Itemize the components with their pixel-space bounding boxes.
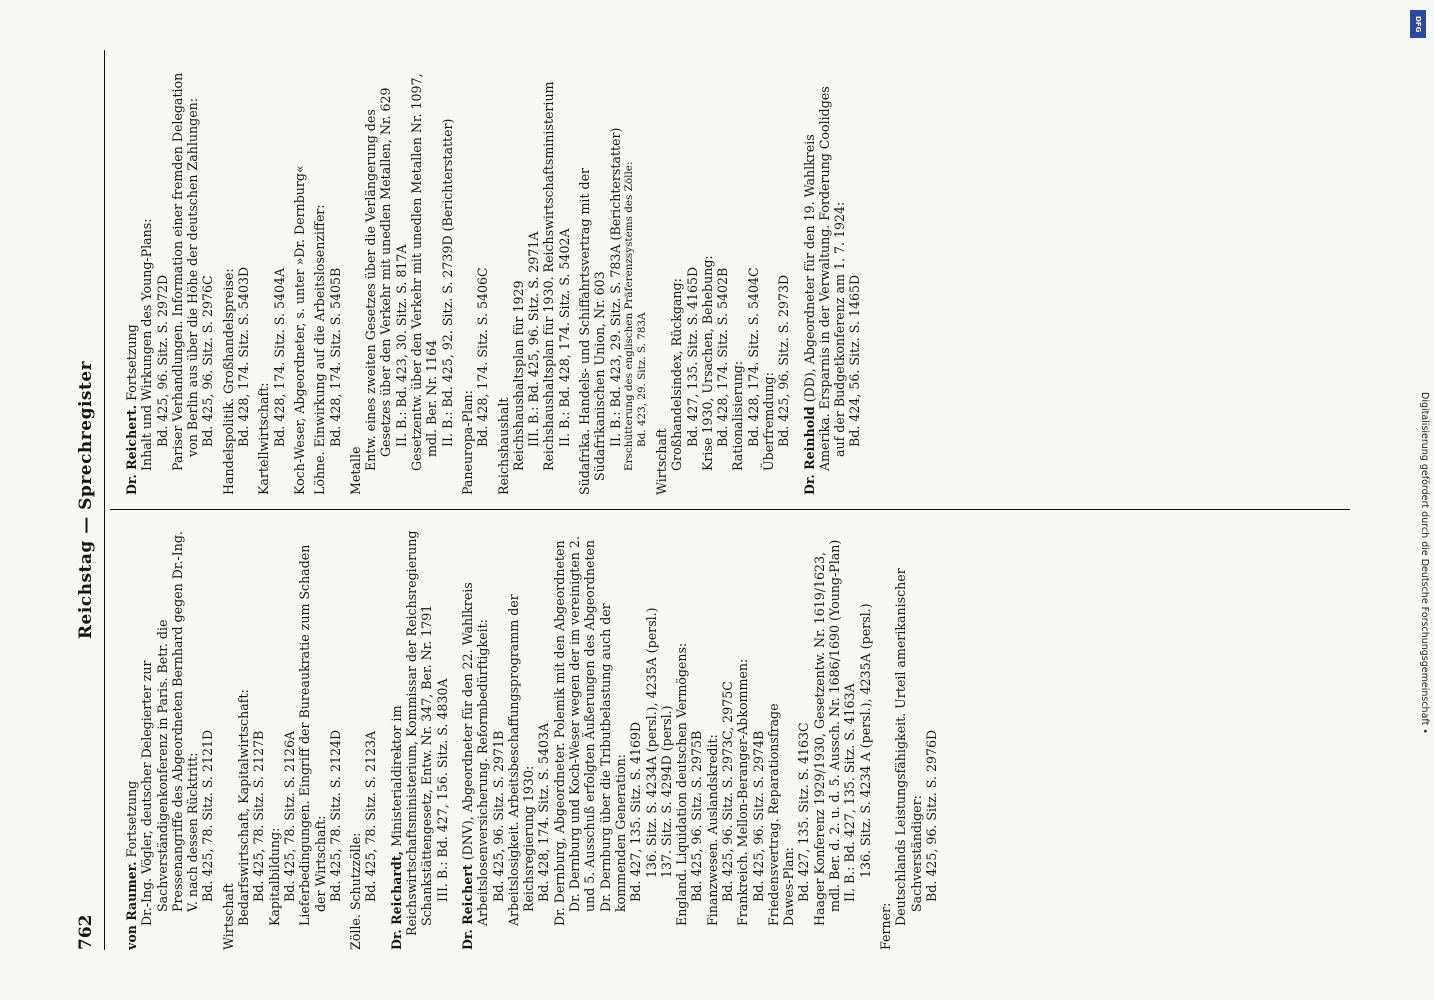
index-entry: Bd. 425, 96. Sitz. S. 2973C, 2975C bbox=[719, 681, 735, 902]
index-heading bbox=[124, 70, 139, 495]
index-entry: England. Liquidation deutschen Vermögens: bbox=[674, 642, 690, 926]
index-heading bbox=[460, 525, 475, 950]
index-entry: Handelspolitik. Großhandelspreise: bbox=[220, 268, 236, 495]
index-entry: III. B.: Bd. 425, 96. Sitz. S. 2971A bbox=[526, 231, 542, 447]
index-entry: Amerika. Ersparnis in der Verwaltung. Forderung Coolidges auf der Budgetkonferenz am 1. 7. 1924: bbox=[816, 86, 848, 471]
index-entry: Erschütterung des englischen Präferenzsystems des Zölle: bbox=[622, 161, 635, 471]
index-entry: Krise 1930, Ursachen, Behebung: bbox=[699, 255, 715, 471]
index-entry: Bd. 428, 174. Sitz. S. 5402B bbox=[715, 267, 731, 447]
index-entry: Dr. Dernburg, Abgeordneter. Polemik mit den Abgeordneten Dr. Dernburg und Koch-Weser wegen der im vereinigten 2. und 5. Ausschuß erfolgten Äußerungen des Abgeordneten Dr. Dernburg über die Tributbelastung auch der kommenden Generation: bbox=[551, 536, 628, 926]
index-entry: Löhne. Einwirkung auf die Arbeitslosenziffer: bbox=[312, 204, 328, 495]
index-entry: Überfremdung: bbox=[760, 372, 776, 471]
heading-description: (DD), Abgeordneter für den 19. Wahlkreis bbox=[801, 134, 817, 407]
index-entry: Bd. 427, 135. Sitz. S. 4165D bbox=[684, 266, 700, 447]
index-entry: Reichshaushaltsplan für 1929 bbox=[510, 280, 526, 471]
index-entry: II. B.: Bd. 423, 29. Sitz. S. 783A (Berichterstatter) bbox=[607, 127, 623, 447]
heading-description: Ministerialdirektor im Reichswirtschaftsministerium, Kommissar der Reichsregierung bbox=[388, 530, 420, 936]
heading-description: Fortsetzung bbox=[124, 780, 139, 862]
index-entry: Dr.-Ing. Vögler, deutscher Delegierter zur Sachverständigenkonferenz in Paris. Betr. die Pressenangriffe des Abgeordneten Bernhard gegen Dr.-Ing. V. nach dessen Rücktritt: bbox=[139, 531, 201, 926]
index-entry: Bd. 425, 96. Sitz. S. 2976C bbox=[200, 275, 216, 447]
index-entry: Reichshaushaltsplan für 1930. Reichswirtschaftsministerium bbox=[541, 81, 557, 471]
index-entry: Bd. 428, 174. Sitz. S. 5404C bbox=[745, 267, 761, 447]
index-entry: Südafrika. Handels- und Schiffahrtsvertrag mit der Südafrikanischen Union, Nr. 603 bbox=[577, 167, 608, 495]
index-entry: Bd. 427, 135. Sitz. S. 4169D bbox=[628, 721, 644, 902]
index-entry: Bd. 428, 174. Sitz. S. 5403D bbox=[236, 266, 252, 447]
person-name: Dr. Reichert. bbox=[124, 404, 139, 495]
index-entry: Ferner: bbox=[877, 902, 893, 950]
index-entry: Bd. 425, 78. Sitz. S. 2127B bbox=[251, 730, 267, 902]
person-name: Dr. Reichert bbox=[459, 864, 475, 950]
index-entry: Rationalisierung: bbox=[730, 360, 746, 471]
index-entry: Kapitalbildung: bbox=[266, 827, 282, 926]
person-name: von Raumer. bbox=[124, 861, 139, 950]
left-column bbox=[114, 525, 939, 950]
index-entry: Bd. 428, 174. Sitz. S. 5405B bbox=[327, 267, 343, 447]
index-entry: Entw. eines zweiten Gesetzes über die Verlängerung des Gesetzes über den Verkehr mit unedlen Metallen, Nr. 629 bbox=[363, 87, 394, 471]
funding-notice: Digitalisierung gefördert durch die Deutsche Forschungsgemeinschaft • bbox=[1419, 392, 1430, 734]
index-entry: Reichshaushalt bbox=[495, 397, 511, 495]
index-entry: Arbeitslosigkeit. Arbeitsbeschaffungsprogramm der Reichsregierung 1930: bbox=[505, 594, 537, 926]
index-heading bbox=[124, 525, 139, 950]
index-entry: Paneuropa-Plan: bbox=[459, 390, 475, 495]
page-header bbox=[70, 50, 102, 950]
index-entry: II. B.: Bd. 423, 30. Sitz. S. 817A bbox=[393, 244, 409, 447]
index-entry: Bd. 425, 78. Sitz. S. 2121D bbox=[200, 729, 216, 902]
index-entry: Kartellwirtschaft: bbox=[256, 382, 272, 495]
index-entry: Bd. 428, 174. Sitz. S. 5406C bbox=[475, 267, 491, 447]
index-entry: II. B.: Bd. 427, 135. Sitz. S. 4163A bbox=[842, 683, 858, 902]
index-entry: Bedarfswirtschaft, Kapitalwirtschaft: bbox=[236, 689, 252, 926]
index-entry: Lieferbedingungen. Eingriff der Bureaukratie zum Schaden der Wirtschaft: bbox=[297, 544, 328, 926]
index-entry: Wirtschaft bbox=[653, 428, 669, 495]
header-rule bbox=[104, 50, 105, 950]
index-entry: 137. Sitz. S. 4294D (persl.) bbox=[658, 705, 674, 878]
index-entry: Inhalt und Wirkungen des Young-Plans: bbox=[139, 218, 155, 471]
right-column bbox=[114, 70, 863, 495]
index-entry: II. B.: Bd. 425, 92. Sitz. S. 2739D (Berichterstatter) bbox=[439, 118, 455, 447]
index-entry: Bd. 425, 96. Sitz. S. 2976D bbox=[923, 729, 939, 902]
person-name: Dr. Reinhold bbox=[801, 406, 817, 495]
index-entry: Bd. 425, 96. Sitz. S. 2971B bbox=[490, 730, 506, 902]
index-entry: Bd. 425, 78. Sitz. S. 2126A bbox=[281, 730, 297, 902]
person-name: Dr. Reichardt, bbox=[388, 850, 404, 950]
heading-description: Fortsetzung bbox=[124, 324, 139, 405]
index-entry: Arbeitslosenversicherung. Reformbedürftigkeit: bbox=[475, 619, 491, 926]
index-entry: III. B.: Bd. 427, 156. Sitz. S. 4830A bbox=[434, 678, 450, 902]
index-entry: Großhandelsindex, Rückgang: bbox=[669, 278, 685, 471]
index-entry: Bd. 425, 96. Sitz. S. 2975B bbox=[689, 730, 705, 902]
index-entry: Zölle. Schutzzölle: bbox=[348, 832, 364, 950]
index-heading bbox=[802, 70, 817, 495]
index-entry: Pariser Verhandlungen. Information einer fremden Delegation von Berlin aus über die Höhe der deutschen Zahlungen: bbox=[169, 72, 201, 471]
index-entry: Finanzwesen. Auslandskredit: bbox=[704, 734, 720, 926]
index-entry: Dawes-Plan: bbox=[781, 847, 797, 926]
index-entry: Frankreich. Mellon-Beranger-Abkommen: bbox=[735, 658, 751, 926]
dfg-logo: DFG bbox=[1410, 10, 1426, 38]
index-entry: Bd. 423, 29. Sitz. S. 783A bbox=[635, 312, 648, 447]
index-entry: Schankstättengesetz, Entw. Nr. 347, Ber. Nr. 1791 bbox=[419, 604, 435, 926]
index-entry: Bd. 428, 174. Sitz. S. 5403A bbox=[536, 722, 552, 902]
index-entry: Bd. 425, 96. Sitz. S. 2972D bbox=[154, 274, 170, 447]
index-entry: Bd. 425, 96. Sitz. S. 2974B bbox=[750, 730, 766, 902]
rotated-page-content bbox=[70, 50, 1370, 950]
index-entry: Bd. 425, 78. Sitz. S. 2123A bbox=[363, 730, 379, 902]
digitization-sidebar bbox=[1408, 8, 1430, 992]
index-entry: Friedensvertrag. Reparationsfrage bbox=[765, 703, 781, 926]
index-entry: Wirtschaft bbox=[220, 883, 236, 950]
index-entry: Bd. 424, 56. Sitz. S. 1465D bbox=[847, 274, 863, 447]
index-entry: Bd. 425, 78. Sitz. S. 2124D bbox=[327, 729, 343, 902]
index-entry: Deutschlands Leistungsfähigkeit. Urteil amerikanischer Sachverständiger: bbox=[893, 568, 924, 926]
index-heading bbox=[389, 525, 420, 950]
index-entry: 136. Sitz. S. 4234A (persl.), 4235A (persl.) bbox=[643, 607, 659, 878]
index-entry: Bd. 428, 174. Sitz. S. 5404A bbox=[271, 267, 287, 447]
running-head: Reichstag — Sprechregister bbox=[76, 360, 96, 640]
index-entry: Gesetzentw. über den Verkehr mit unedlen Metallen Nr. 1097, mdl. Ber. Nr. 1164 bbox=[409, 73, 440, 471]
index-entry: 136. Sitz. S. 4234 A (persl.), 4235A (persl.) bbox=[857, 603, 873, 878]
index-entry: Koch-Weser, Abgeordneter, s. unter »Dr. Dernburg« bbox=[291, 165, 307, 495]
index-entry: Haager Konferenz 1929/1930, Gesetzentw. Nr. 1619/1623, mdl. Ber. d. 2. u. d. 5. Aussch. Nr. 1686/1690 (Young-Plan) bbox=[811, 539, 843, 926]
index-entry: Bd. 427, 135. Sitz. S. 4163C bbox=[796, 722, 812, 902]
heading-description: (DNV), Abgeordneter für den 22. Wahlkreis bbox=[459, 582, 475, 865]
column-divider bbox=[110, 509, 1350, 510]
index-entry: Metalle bbox=[347, 446, 363, 495]
index-entry: II. B.: Bd. 428, 174. Sitz. S. 5402A bbox=[556, 228, 572, 447]
page-number: 762 bbox=[76, 914, 96, 950]
index-entry: Bd. 425, 96. Sitz. S. 2973D bbox=[776, 274, 792, 447]
